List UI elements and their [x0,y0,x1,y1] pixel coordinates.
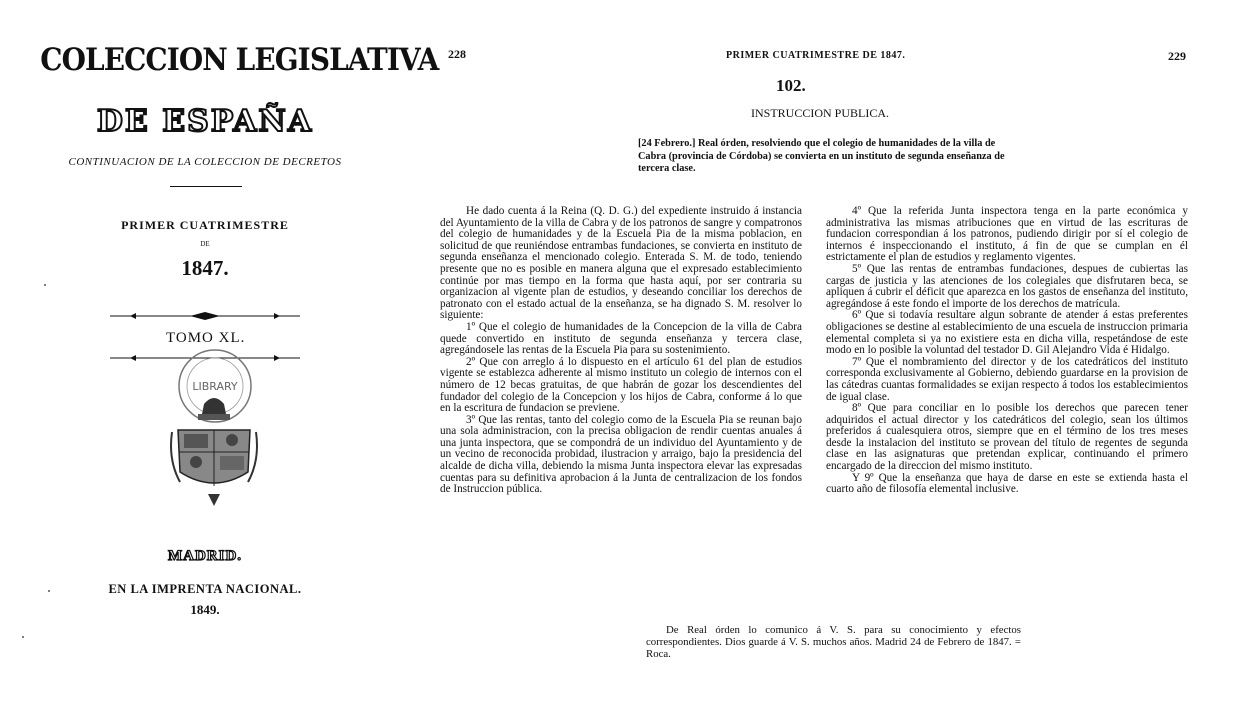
collection-subtitle: DE ESPAÑA [96,104,314,139]
text-column-right [826,206,1188,496]
period-label: PRIMER CUATRIMESTRE [121,218,289,232]
paragraph: 1º Que el colegio de humanidades de la Concepcion de la villa de Cabra quede convertido en instituto de segunda enseñanza y tercera clase, agregándosele las rentas de la Escuela Pia para su sostenimiento. [440,320,802,357]
text-spread [430,0,1240,704]
paragraph: 3º Que las rentas, tanto del colegio como de la Escuela Pia se reunan bajo una sola administracion, con la precisa obligacion de rendir cuentas anuales á una junta inspectora, que se compondrá de un individuo del Ayuntamiento y de un vecino de reconocida probidad, ilustracion y arraigo, bajo la presidencia del alcalde de dicha villa, debiendo la misma Junta inspectora elevar las expresadas cuentas para su definitiva aprobacion á la Junta de centralizacion de los fondos de Instruccion pública. [440,413,802,496]
paragraph: 5º Que las rentas de entrambas fundaciones, despues de cubiertas las cargas de justicia y las atenciones de los colegiales que disfrutaren beca, se apliquen á cubrir el déficit que aparezca en los gastos de enseñanza del instituto, agregándose á este fondo el importe de los derechos de matrícula. [826,262,1188,310]
entry-number: 102. [776,76,806,95]
running-head: PRIMER CUATRIMESTRE DE 1847. [726,50,906,61]
paragraph: 6º Que si todavía resultare algun sobrante de atender á estas preferentes obligaciones se destine al establecimiento de una escuela de instruccion primaria elemental completa si ya no existiere esta en dicha villa, respetándose de este modo en lo posible la voluntad del testador D. Gil Alejandro Vida é Hidalgo. [826,309,1188,357]
divider [170,186,242,187]
text-column-left [440,206,802,496]
period-year: 1847. [181,256,229,280]
imprint-year: 1849. [190,602,220,617]
collection-title: COLECCION LEGISLATIVA [40,42,439,78]
entry-heading: INSTRUCCION PUBLICA. [751,106,890,120]
imprint-city: MADRID. [167,548,243,564]
speck [22,636,24,638]
title-page [0,0,439,704]
closing-formula [646,624,1021,661]
closing-text: De Real órden lo comunico á V. S. para su conocimiento y efectos correspondientes. Dios guarde á V. S. muchos años. Madrid 24 de Febrero de 1847. = Roca. [646,624,1021,661]
paragraph: 8º Que para conciliar en lo posible los derechos que parecen tener adquiridos el actual director y los catedráticos del colegio, sean los últimos preferidos á cualesquiera otros, siempre que en el término de los tres meses desde la instalacion del instituto se provean del título de regentes de segunda clase en las asignaturas que pretendan explicar, continuando el primero encargado de la direccion del mismo instituto. [826,402,1188,473]
entry-summary: [24 Febrero.] Real órden, resolviendo que el colegio de humanidades de la villa de Cabra (provincia de Córdoba) se convierta en un instituto de segunda enseñanza de tercera clase. [638,138,1005,174]
ornament-rule-top [110,312,300,320]
speck [44,284,46,286]
continuation-line: CONTINUACION DE LA COLECCION DE DECRETOS [68,156,342,168]
page-number-right: 229 [1168,49,1186,63]
stamp-text: LIBRARY [192,380,238,393]
paragraph: Y 9º Que la enseñanza que haya de darse en este se extienda hasta el cuarto año de filosofía elemental inclusive. [826,471,1188,496]
paragraph: He dado cuenta á la Reina (Q. D. G.) del expediente instruido á instancia del Ayuntamiento de la villa de Cabra y de los patronos de sangre y compatronos del colegio de humanidades y de la Escuela Pia de la misma poblacion, en solicitud de que reuniéndose entrambas fundaciones, se convierta en instituto de segunda enseñanza el mencionado colegio. Enterada S. M. de todo, teniendo presente que no es posible en manera alguna que el expresado establecimiento continúe por mas tiempo en la forma que hasta aquí, por ser contraria su organizacion al vigente plan de estudios, y deseando conciliar los derechos de patronato con el estado actual de la enseñanza, se ha dignado S. M. resolver lo siguiente: [440,205,802,322]
imprint-printer: EN LA IMPRENTA NACIONAL. [108,582,302,596]
paragraph: 7º Que el nombramiento del director y de los catedráticos del instituto corresponda exclusivamente al Gobierno, debiendo guardarse en la provision de las cátedras cuantas formalidades se exijan respecto á todos los establecimientos de igual clase. [826,355,1188,403]
paragraph: 2º Que con arreglo á lo dispuesto en el artículo 61 del plan de estudios vigente se establezca adherente al mismo instituto un colegio de internos con el número de 12 becas gratuitas, de que habrán de gozar los descendientes del fundador del colegio de la Concepcion y los hijos de Cabra, conforme á lo que en la escritura de fundacion se previene. [440,355,802,415]
speck [48,590,50,592]
period-de: DE [200,240,210,248]
page-number-left: 228 [448,47,466,61]
paragraph: 4º Que la referida Junta inspectora tenga en la parte económica y administrativa las mismas atribuciones que en virtud de las escrituras de fundacion correspondian á los patronos, pudiendo dirigir por sí el colegio de internos é inspeccionando el instituto, á fin de que se cumplan en él estrictamente el plan de estudios y reglamento vigentes. [826,205,1188,264]
coat-of-arms-icon [170,390,258,510]
volume-label: TOMO XL. [166,330,246,346]
